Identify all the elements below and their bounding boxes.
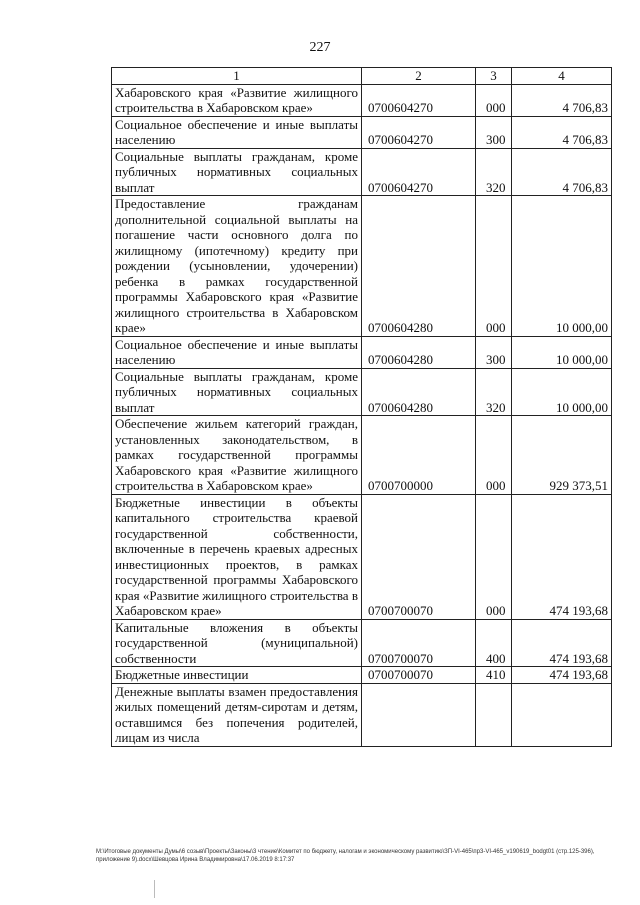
row-amount (512, 683, 612, 746)
table-row (112, 494, 612, 619)
row-amount: 474 193,68 (512, 619, 612, 667)
row-description: Предоставление гражданам дополнительной социальной выплаты на погашение части основного долга по жилищному (ипотечному) кредиту при рождении (усыновлении, удочерении) ребенка в рамках государственной программы Хабаровского края «Развитие жилищного строительства в Хабаровском крае» (112, 196, 362, 337)
row-amount: 10 000,00 (512, 368, 612, 416)
row-target-code: 0700604270 (362, 116, 476, 148)
header-col-3: 3 (476, 68, 512, 85)
row-amount: 474 193,68 (512, 667, 612, 684)
row-amount: 474 193,68 (512, 494, 612, 619)
row-expense-type: 320 (476, 148, 512, 196)
row-target-code: 0700604280 (362, 368, 476, 416)
row-description: Обеспечение жильем категорий граждан, установленных законодательством, в рамках государственной программы Хабаровского края «Развитие жилищного строительства в Хабаровском крае» (112, 416, 362, 495)
file-path-footer: M:\Итоговые документы Думы\6 созыв\Проекты\Законы\3 чтение\Комитет по бюджету, налогам и экономическому развитию\ЗП-VI-465\пр3-VI-465_v190619_bodgt01 (стр.125-396), приложение 9).docx\Шевцова Ирина Владимировна\17.06.2019 8:17:37 (96, 849, 595, 863)
header-col-4: 4 (512, 68, 612, 85)
row-expense-type: 320 (476, 368, 512, 416)
row-expense-type: 000 (476, 416, 512, 495)
row-expense-type: 000 (476, 84, 512, 116)
table-row (112, 336, 612, 368)
table-row (112, 416, 612, 495)
row-target-code: 0700604280 (362, 336, 476, 368)
page-number: 227 (309, 40, 331, 55)
row-expense-type (476, 683, 512, 746)
row-description: Социальное обеспечение и иные выплаты населению (112, 116, 362, 148)
table-row (112, 196, 612, 337)
row-description: Социальные выплаты гражданам, кроме публичных нормативных социальных выплат (112, 148, 362, 196)
row-description: Бюджетные инвестиции в объекты капитального строительства краевой государственной собственности, включенные в перечень краевых адресных инвестиционных проектов, в рамках государственной программы Хабаровского края «Развитие жилищного строительства в Хабаровском крае» (112, 494, 362, 619)
row-target-code: 0700700070 (362, 667, 476, 684)
header-col-1: 1 (112, 68, 362, 85)
row-target-code: 0700700070 (362, 619, 476, 667)
row-description: Социальное обеспечение и иные выплаты населению (112, 336, 362, 368)
row-amount: 929 373,51 (512, 416, 612, 495)
row-description: Социальные выплаты гражданам, кроме публичных нормативных социальных выплат (112, 368, 362, 416)
row-description: Хабаровского края «Развитие жилищного строительства в Хабаровском крае» (112, 84, 362, 116)
row-amount: 10 000,00 (512, 196, 612, 337)
row-target-code: 0700604280 (362, 196, 476, 337)
row-description: Капитальные вложения в объекты государственной (муниципальной) собственности (112, 619, 362, 667)
row-expense-type: 300 (476, 116, 512, 148)
row-amount: 4 706,83 (512, 148, 612, 196)
row-description: Денежные выплаты взамен предоставления жилых помещений детям-сиротам и детям, оставшимся без попечения родителей, лицам из числа (112, 683, 362, 746)
row-target-code: 0700700070 (362, 494, 476, 619)
row-target-code (362, 683, 476, 746)
budget-table (111, 67, 612, 747)
row-amount: 10 000,00 (512, 336, 612, 368)
table-row (112, 667, 612, 684)
row-amount: 4 706,83 (512, 116, 612, 148)
row-expense-type: 000 (476, 196, 512, 337)
row-expense-type: 400 (476, 619, 512, 667)
table-row (112, 116, 612, 148)
row-target-code: 0700604270 (362, 84, 476, 116)
table-row (112, 84, 612, 116)
row-expense-type: 410 (476, 667, 512, 684)
header-col-2: 2 (362, 68, 476, 85)
row-expense-type: 000 (476, 494, 512, 619)
table-row (112, 148, 612, 196)
table-row (112, 619, 612, 667)
row-amount: 4 706,83 (512, 84, 612, 116)
table-row (112, 683, 612, 746)
row-target-code: 0700700000 (362, 416, 476, 495)
table-row (112, 368, 612, 416)
row-description: Бюджетные инвестиции (112, 667, 362, 684)
margin-mark (154, 880, 155, 898)
row-expense-type: 300 (476, 336, 512, 368)
table-header-row (112, 68, 612, 85)
row-target-code: 0700604270 (362, 148, 476, 196)
